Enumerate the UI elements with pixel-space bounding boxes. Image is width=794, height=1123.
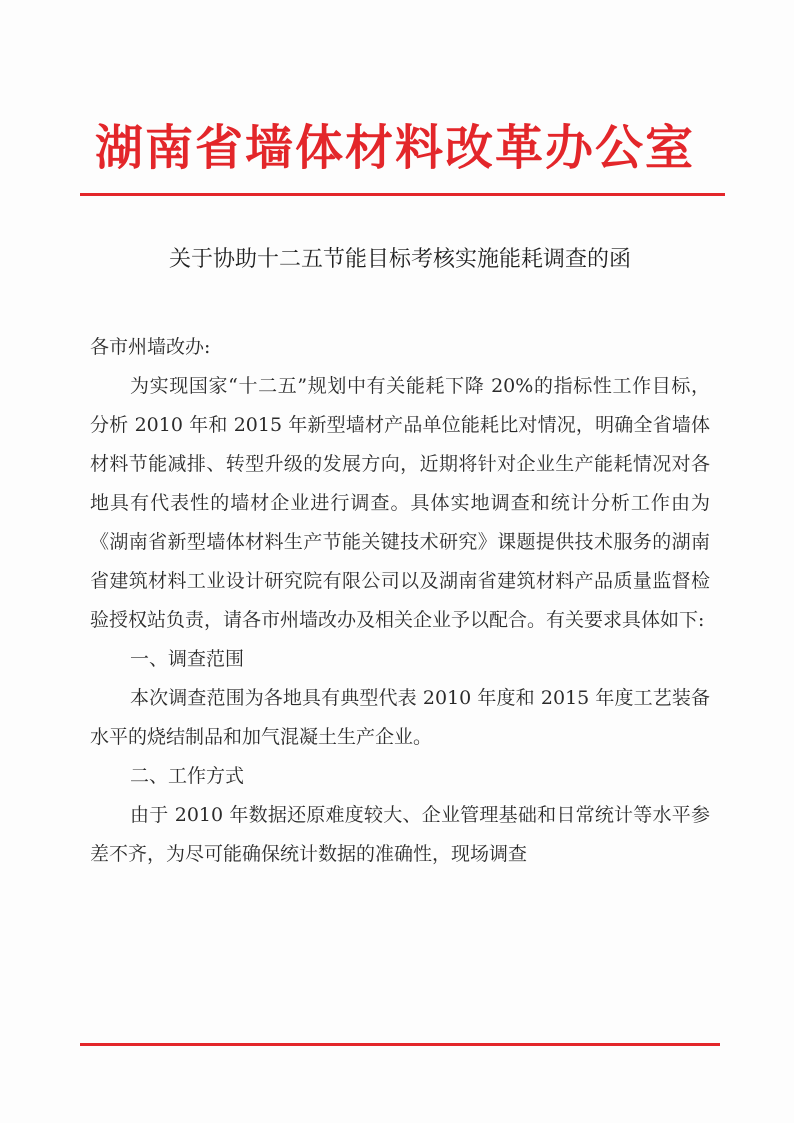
document-body [90, 328, 710, 874]
section-1-text: 本次调查范围为各地具有典型代表 2010 年度和 2015 年度工艺装备水平的烧结制品和加气混凝土生产企业。 [90, 687, 710, 748]
footer-red-rule [80, 1043, 720, 1046]
paragraph-intro: 为实现国家“十二五”规划中有关能耗下降 20%的指标性工作目标，分析 2010 年和 2015 年新型墙材产品单位能耗比对情况，明确全省墙体材料节能减排、转型升级的发展方向，近期将针对企业生产能耗情况对各地具有代表性的墙材企业进行调查。具体实地调查和统计分析工作由为《湖南省新型墙体材料生产节能关键技术研究》课题提供技术服务的湖南省建筑材料工业设计研究院有限公司以及湖南省建筑材料产品质量监督检验授权站负责，请各市州墙改办及相关企业予以配合。有关要求具体如下: [90, 375, 710, 631]
addressee: 各市州墙改办: [90, 336, 211, 358]
document-title: 关于协助十二五节能目标考核实施能耗调查的函 [168, 247, 631, 272]
section-2-text: 由于 2010 年数据还原难度较大、企业管理基础和日常统计等水平参差不齐，为尽可能确保统计数据的准确性，现场调查 [90, 804, 710, 865]
organization-header: 湖南省墙体材料改革办公室 [95, 120, 696, 176]
section-1-heading: 一、调查范围 [130, 648, 245, 670]
header-red-rule [80, 193, 725, 196]
section-2-heading: 二、工作方式 [130, 765, 245, 787]
